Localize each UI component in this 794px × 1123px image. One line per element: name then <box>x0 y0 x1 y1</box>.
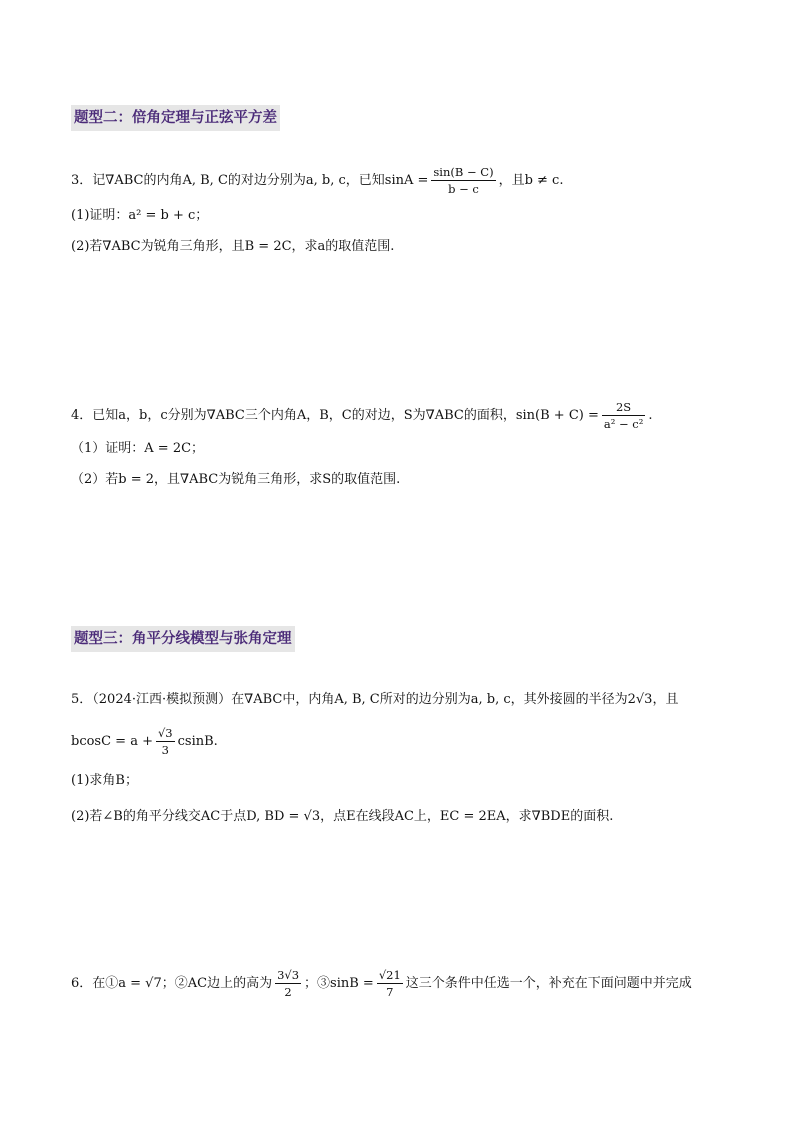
question-4-lead: 4．已知a，b，c分别为∇ABC三个内角A，B，C的对边，S为∇ABC的面积，sin(B + C) = <box>71 408 599 423</box>
question-6-mid: ；③sinB = <box>304 976 374 991</box>
question-5-eq-lead: bcosC = a + <box>71 734 153 749</box>
question-6-fraction-2 <box>377 968 403 999</box>
fraction-denominator: b − c <box>448 182 479 196</box>
question-3-lead: 3．记∇ABC的内角A, B, C的对边分别为a, b, c，已知sinA = <box>71 173 429 188</box>
question-6-lead: 6．在①a = √7；②AC边上的高为 <box>71 976 273 991</box>
question-5-eq-tail: csinB. <box>177 734 218 749</box>
question-4-stem <box>71 400 652 431</box>
question-5-fraction <box>156 726 175 757</box>
question-6-fraction-1 <box>275 968 301 999</box>
question-3-fraction <box>431 165 495 196</box>
question-5-equation <box>71 726 218 757</box>
question-5-part-1: (1)求角B； <box>71 773 138 788</box>
question-3-part-2: (2)若∇ABC为锐角三角形，且B = 2C，求a的取值范围. <box>71 239 395 254</box>
fraction-denominator: 2 <box>284 985 292 999</box>
question-6-tail: 这三个条件中任选一个，补充在下面问题中并完成 <box>405 976 692 991</box>
question-3-tail: ，且b ≠ c. <box>498 173 564 188</box>
fraction-denominator: 7 <box>386 985 394 999</box>
section-heading-type2: 题型二：倍角定理与正弦平方差 <box>71 105 280 131</box>
question-5-part-2: (2)若∠B的角平分线交AC于点D, BD = √3，点E在线段AC上，EC = 2EA，求∇BDE的面积. <box>71 809 614 824</box>
fraction-numerator: √3 <box>157 726 173 740</box>
question-5-stem: 5．（2024·江西·模拟预测）在∇ABC中，内角A, B, C所对的边分别为a, b, c，其外接圆的半径为2√3，且 <box>71 692 679 707</box>
question-3-part-1: (1)证明：a² = b + c； <box>71 208 209 223</box>
fraction-denominator: a² − c² <box>603 417 644 431</box>
fraction-denominator: 3 <box>161 743 169 757</box>
fraction-numerator: sin(B − C) <box>433 165 494 179</box>
question-3-stem <box>71 165 563 196</box>
question-4-tail: . <box>648 408 653 423</box>
question-4-part-2: （2）若b = 2，且∇ABC为锐角三角形，求S的取值范围. <box>71 472 401 487</box>
question-4-part-1: （1）证明：A = 2C； <box>71 441 205 456</box>
section-heading-type3: 题型三：角平分线模型与张角定理 <box>71 626 295 652</box>
question-4-fraction <box>602 400 645 431</box>
fraction-numerator: √21 <box>378 968 401 982</box>
fraction-numerator: 2S <box>602 400 645 416</box>
fraction-numerator: 3√3 <box>277 968 300 982</box>
question-6-stem <box>71 968 692 999</box>
